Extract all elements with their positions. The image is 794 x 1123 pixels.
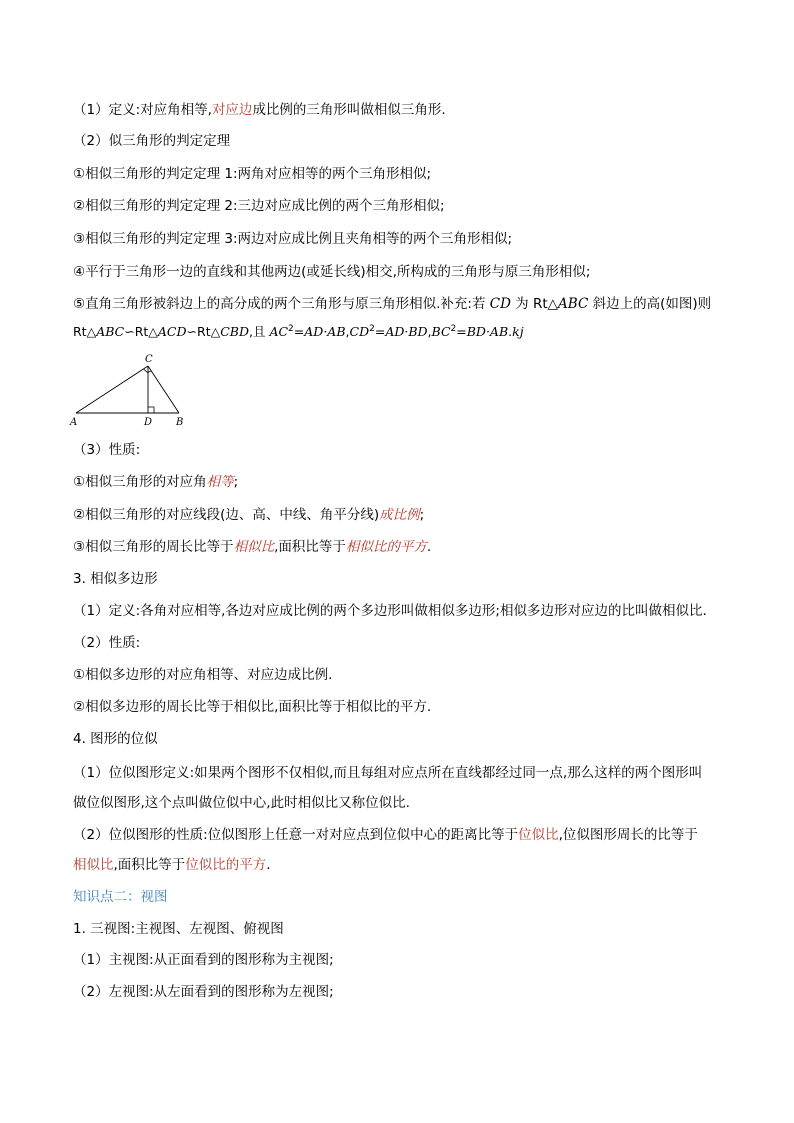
property-2: ②相似三角形的对应线段(边、高、中线、角平分线)成比例; — [73, 507, 425, 523]
label-b: B — [176, 417, 184, 428]
right-triangle-figure — [68, 352, 188, 430]
homothety-property-1: （2）位似图形的性质:位似图形上任意一对对应点到位似中心的距离比等于位似比,位似图形周长的比等于 — [73, 827, 698, 843]
theorem-4: ④平行于三角形一边的直线和其他两边(或延长线)相交,所构成的三角形与原三角形相似; — [73, 264, 591, 280]
property-1: ①相似三角形的对应角相等; — [73, 474, 239, 490]
segment-ac — [76, 366, 148, 413]
section-homothety: 4. 图形的位似 — [73, 731, 158, 747]
right-angle-mark-d — [148, 407, 154, 413]
label-d: D — [144, 417, 153, 428]
theorem-5-formula: Rt△ABC∽Rt△ACD∽Rt△CBD,且 $AC^2=AD\cdot AB,CD^2=AD\cdot BD,BC^2=BD\cdot AB.kj$ — [73, 323, 524, 339]
knowledge-point-2-heading: 知识点二：视图 — [73, 889, 168, 905]
label-a: A — [70, 417, 78, 428]
homothety-property-2: 相似比,面积比等于位似比的平方. — [73, 857, 271, 873]
section-three-views: 1. 三视图:主视图、左视图、俯视图 — [73, 921, 284, 937]
definition-similar-polygons: （1）定义:各角对应相等,各边对应成比例的两个多边形叫做相似多边形;相似多边形对应边的比叫做相似比. — [73, 603, 707, 619]
theorem-3: ③相似三角形的判定定理 3:两边对应成比例且夹角相等的两个三角形相似; — [73, 231, 513, 247]
properties-heading: （3）性质: — [73, 442, 141, 458]
front-view-definition: （1）主视图:从正面看到的图形称为主视图; — [73, 952, 334, 968]
section-similar-polygons: 3. 相似多边形 — [73, 571, 158, 587]
theorem-2: ②相似三角形的判定定理 2:三边对应成比例的两个三角形相似; — [73, 198, 445, 214]
judgement-theorems-heading: （2）似三角形的判定定理 — [73, 133, 231, 149]
polygon-properties-heading: （2）性质: — [73, 635, 141, 651]
theorem-5: ⑤直角三角形被斜边上的高分成的两个三角形与原三角形相似.补充:若 CD 为 Rt△ABC 斜边上的高(如图)则 — [73, 296, 712, 312]
polygon-property-2: ②相似多边形的周长比等于相似比,面积比等于相似比的平方. — [73, 699, 432, 715]
property-3: ③相似三角形的周长比等于相似比,面积比等于相似比的平方. — [73, 539, 432, 555]
homothety-definition-2: 做位似图形,这个点叫做位似中心,此时相似比又称位似比. — [73, 795, 410, 811]
label-c: C — [145, 354, 153, 365]
homothety-definition-1: （1）位似图形定义:如果两个图形不仅相似,而且每组对应点所在直线都经过同一点,那么这样的两个图形叫 — [73, 765, 703, 781]
segment-cb — [148, 366, 179, 413]
polygon-property-1: ①相似多边形的对应角相等、对应边成比例. — [73, 667, 333, 683]
left-view-definition: （2）左视图:从左面看到的图形称为左视图; — [73, 984, 334, 1000]
definition-similar-triangles: （1）定义:对应角相等,对应边成比例的三角形叫做相似三角形. — [73, 102, 446, 118]
theorem-1: ①相似三角形的判定定理 1:两角对应相等的两个三角形相似; — [73, 166, 432, 182]
